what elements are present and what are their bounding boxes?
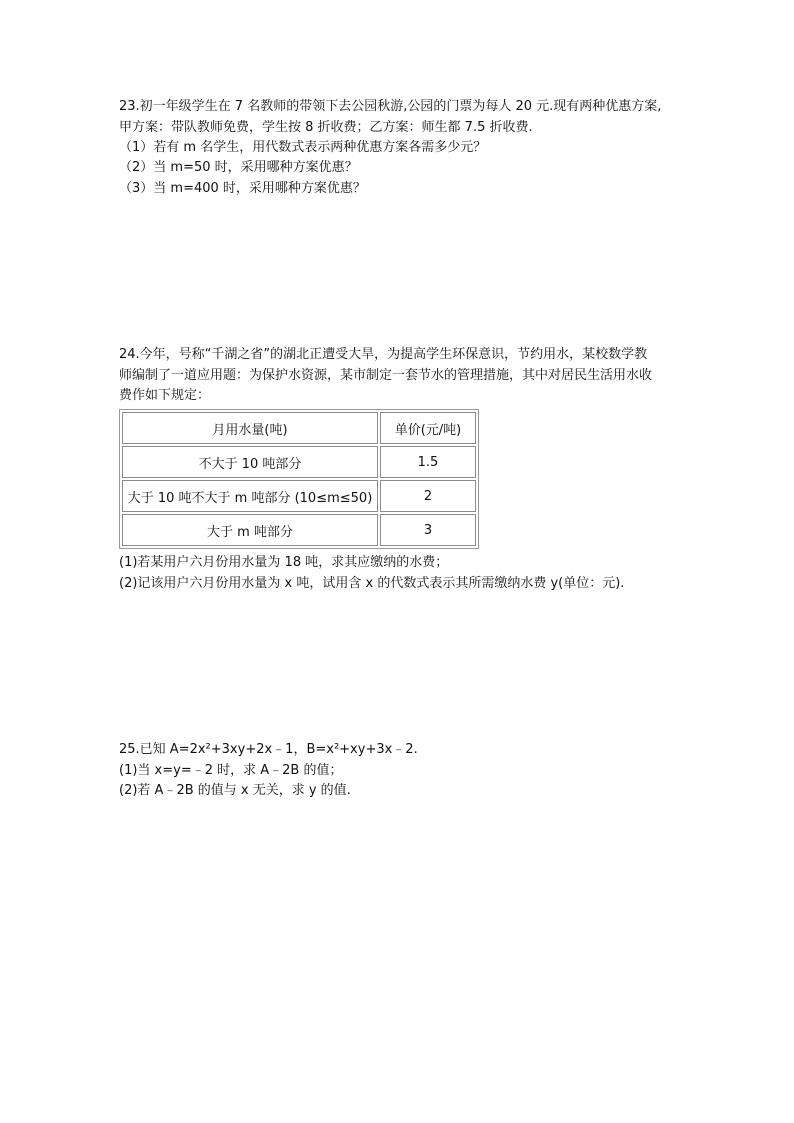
table-cell: 不大于 10 吨部分 bbox=[122, 446, 378, 478]
table-header-cell: 月用水量(吨) bbox=[122, 412, 378, 444]
table-cell: 大于 m 吨部分 bbox=[122, 514, 378, 546]
table-cell: 2 bbox=[380, 480, 476, 512]
q23-part-2: （2）当 m=50 时，采用哪种方案优惠？ bbox=[119, 160, 358, 175]
q24-intro-line-2: 师编制了一道应用题：为保护水资源，某市制定一套节水的管理措施，其中对居民生活用水收 bbox=[119, 368, 653, 383]
table-row bbox=[122, 480, 476, 512]
q23-intro-line-1: 23.初一年级学生在 7 名教师的带领下去公园秋游,公园的门票为每人 20 元.现有两种优惠方案, bbox=[119, 99, 662, 114]
water-fee-table-wrapper bbox=[119, 409, 479, 549]
q25-intro: 25.已知 A=2x²+3xy+2x﹣1，B=x²+xy+3x﹣2. bbox=[119, 742, 418, 757]
q24-part-1: (1)若某用户六月份用水量为 18 吨，求其应缴纳的水费； bbox=[119, 555, 449, 570]
q24-intro-line-1: 24.今年，号称“千湖之省”的湖北正遭受大旱，为提高学生环保意识，节约用水，某校数学教 bbox=[119, 347, 648, 362]
q23-part-3: （3）当 m=400 时，采用哪种方案优惠？ bbox=[119, 181, 366, 196]
table-cell: 3 bbox=[380, 514, 476, 546]
table-header-row bbox=[122, 412, 476, 444]
q25-part-2: (2)若 A﹣2B 的值与 x 无关，求 y 的值. bbox=[119, 783, 351, 798]
table-row bbox=[122, 514, 476, 546]
q23-intro-line-2: 甲方案：带队教师免费，学生按 8 折收费；乙方案：师生都 7.5 折收费. bbox=[119, 120, 533, 135]
q24-part-2: (2)记该用户六月份用水量为 x 吨，试用含 x 的代数式表示其所需缴纳水费 y(单位：元). bbox=[119, 576, 625, 591]
table-header-cell: 单价(元/吨) bbox=[380, 412, 476, 444]
q23-part-1: （1）若有 m 名学生，用代数式表示两种优惠方案各需多少元？ bbox=[119, 140, 487, 155]
q24-intro-line-3: 费作如下规定： bbox=[119, 388, 211, 403]
table-row bbox=[122, 446, 476, 478]
water-fee-table bbox=[119, 409, 479, 549]
table-cell: 1.5 bbox=[380, 446, 476, 478]
q25-part-1: (1)当 x=y=﹣2 时，求 A﹣2B 的值； bbox=[119, 763, 343, 778]
table-cell: 大于 10 吨不大于 m 吨部分 (10≤m≤50) bbox=[122, 480, 378, 512]
